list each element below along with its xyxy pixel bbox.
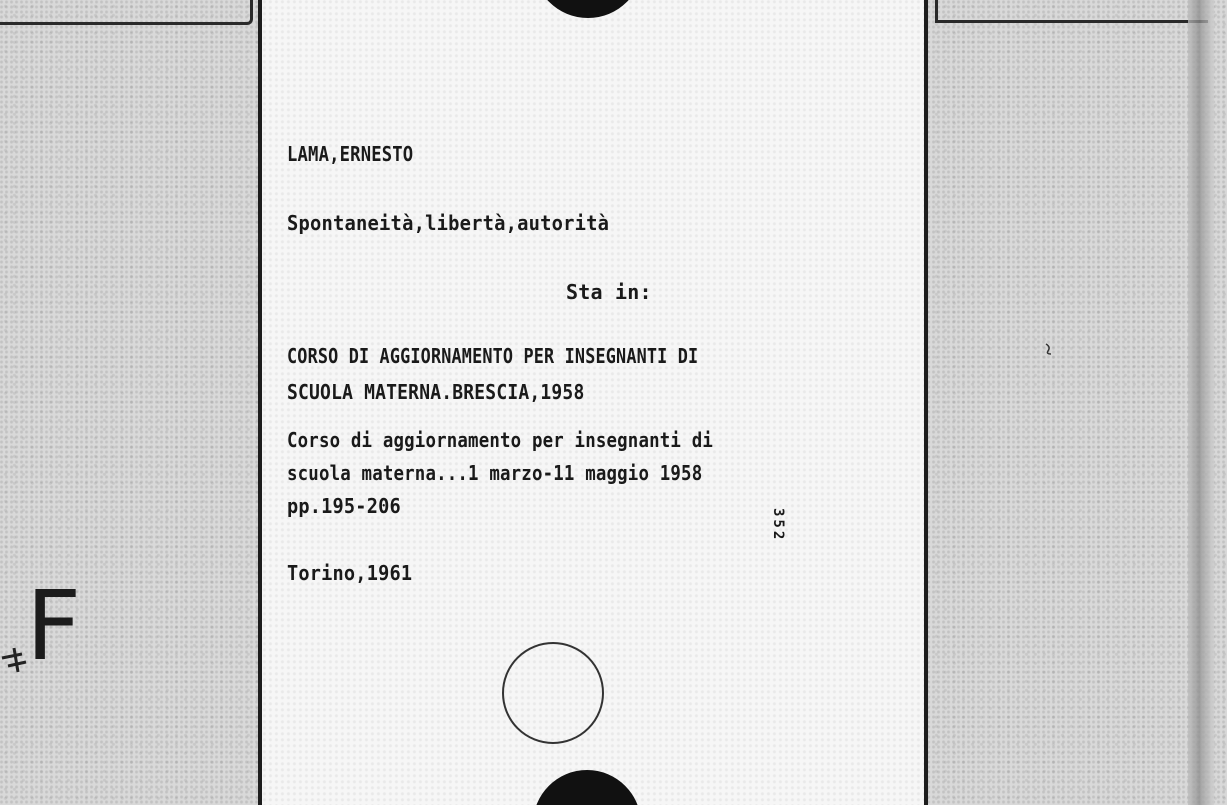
card-edge-mark-left: [0, 0, 253, 25]
card-edge-mark-right: [935, 0, 1208, 23]
card-title: Spontaneità,libertà,autorità: [287, 211, 610, 235]
card-description-line: scuola materna...1 marzo-11 maggio 1958: [287, 461, 703, 485]
card-author: LAMA,ERNESTO: [287, 142, 414, 166]
card-shelfmark: 352: [770, 508, 786, 543]
speck-mark: [1044, 342, 1054, 356]
margin-scribble: [0, 640, 40, 680]
card-description-line: Corso di aggiornamento per insegnanti di: [287, 428, 713, 452]
drawer-rod: [1188, 0, 1214, 805]
handwritten-margin-letter: F: [26, 570, 82, 682]
card-in-label: Sta in:: [566, 280, 652, 304]
card-pages: pp.195-206: [287, 494, 401, 518]
card-host-line: CORSO DI AGGIORNAMENTO PER INSEGNANTI DI: [287, 344, 699, 368]
adjacent-card-right: [922, 0, 1227, 805]
card-host-line: SCUOLA MATERNA.BRESCIA,1958: [287, 380, 585, 404]
stamp-circle: [502, 642, 604, 744]
adjacent-card-left: [0, 0, 262, 805]
card-place-year: Torino,1961: [287, 561, 413, 585]
